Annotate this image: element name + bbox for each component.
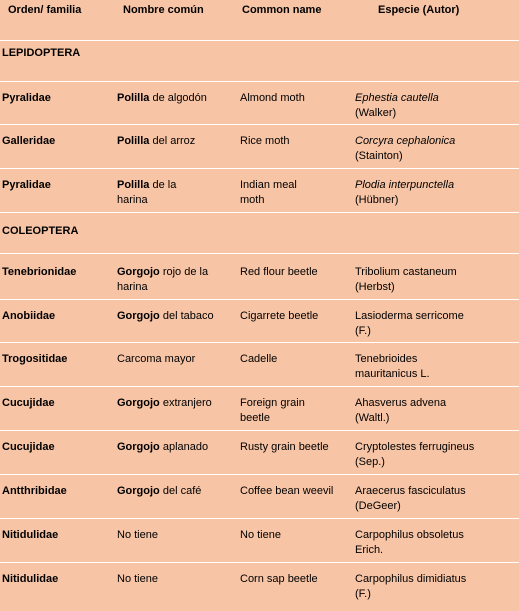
nombre-cell: [117, 91, 233, 106]
common-line2: beetle: [240, 412, 270, 424]
nombre-rest: de algodón: [149, 92, 207, 104]
species-cell: [355, 572, 515, 602]
nombre-bold: Polilla: [117, 92, 150, 104]
table-row: [0, 431, 519, 475]
common-cell: Coffee bean weevil: [240, 485, 334, 497]
section-label: COLEOPTERA: [2, 225, 79, 237]
familia-cell: Pyralidae: [2, 92, 51, 104]
nombre-cell: No tiene: [117, 573, 158, 585]
common-cell: Cigarrete beetle: [240, 310, 319, 322]
header-common-name: Common name: [242, 4, 322, 16]
species-author: (Hübner): [355, 194, 399, 206]
common-cell: Corn sap beetle: [240, 573, 318, 585]
familia-cell: Tenebrionidae: [2, 266, 77, 278]
common-cell: Rusty grain beetle: [240, 441, 329, 453]
species-cell: [355, 440, 515, 470]
species-author: (DeGeer): [355, 500, 401, 512]
common-cell: Almond moth: [240, 92, 305, 104]
species-name: Ephestia cautella: [355, 92, 439, 104]
table-row: [0, 169, 519, 213]
common-cell: [240, 178, 350, 208]
species-cell: [355, 352, 515, 382]
common-cell: Cadelle: [240, 353, 278, 365]
nombre-cell: [117, 178, 233, 208]
table-row: [0, 563, 519, 610]
familia-cell: Cucujidae: [2, 441, 55, 453]
table-row: [0, 343, 519, 387]
table-row: [0, 125, 519, 169]
table-row: [0, 300, 519, 343]
species-cell: [355, 309, 515, 339]
table-row: [0, 387, 519, 431]
nombre-rest-line2: harina: [117, 194, 148, 206]
nombre-cell: Carcoma mayor: [117, 353, 196, 365]
common-cell: Rice moth: [240, 135, 290, 147]
table-row: [0, 475, 519, 519]
familia-cell: Nitidulidae: [2, 529, 59, 541]
nombre-rest: extranjero: [159, 397, 212, 409]
nombre-rest: del café: [159, 485, 202, 497]
species-author: (F.): [355, 325, 371, 337]
familia-cell: Pyralidae: [2, 179, 51, 191]
species-name: Tenebrioides: [355, 353, 418, 365]
nombre-rest: de la: [149, 179, 177, 191]
section-row-lepidoptera: [0, 41, 519, 82]
common-line1: Foreign grain: [240, 397, 305, 409]
species-name: Cryptolestes ferrugineus: [355, 441, 475, 453]
species-name: Araecerus fasciculatus: [355, 485, 466, 497]
nombre-cell: [117, 484, 233, 499]
table-row: [0, 519, 519, 563]
familia-cell: Nitidulidae: [2, 573, 59, 585]
common-line2: moth: [240, 194, 265, 206]
nombre-bold: Polilla: [117, 135, 150, 147]
species-cell: [355, 178, 515, 208]
header-orden-familia: Orden/ familia: [8, 4, 82, 16]
species-cell: [355, 265, 515, 295]
nombre-rest: del arroz: [149, 135, 196, 147]
familia-cell: Trogositidae: [2, 353, 68, 365]
species-cell: [355, 396, 515, 426]
nombre-cell: No tiene: [117, 529, 158, 541]
species-cell: [355, 134, 515, 164]
species-author: (Waltl.): [355, 412, 390, 424]
common-cell: No tiene: [240, 529, 281, 541]
nombre-bold: Polilla: [117, 179, 150, 191]
species-author: Erich.: [355, 544, 384, 556]
species-author: mauritanicus L.: [355, 368, 430, 380]
common-cell: Red flour beetle: [240, 266, 318, 278]
nombre-bold: Gorgojo: [117, 441, 160, 453]
nombre-rest: rojo de la: [159, 266, 209, 278]
table-row: [0, 82, 519, 125]
familia-cell: Cucujidae: [2, 397, 55, 409]
section-label: LEPIDOPTERA: [2, 47, 81, 59]
nombre-bold: Gorgojo: [117, 397, 160, 409]
nombre-rest-line2: harina: [117, 281, 148, 293]
nombre-cell: [117, 265, 233, 295]
species-name: Lasioderma serricome: [355, 310, 464, 322]
common-line1: Indian meal: [240, 179, 297, 191]
nombre-rest: aplanado: [159, 441, 209, 453]
species-author: (Walker): [355, 107, 397, 119]
species-name: Ahasverus advena: [355, 397, 447, 409]
species-name: Corcyra cephalonica: [355, 135, 456, 147]
nombre-cell: [117, 309, 233, 324]
nombre-bold: Gorgojo: [117, 266, 160, 278]
species-name: Plodia interpunctella: [355, 179, 455, 191]
species-author: (Herbst): [355, 281, 395, 293]
familia-cell: Anobiidae: [2, 310, 56, 322]
table-header: [0, 0, 519, 41]
nombre-cell: [117, 440, 233, 455]
table-row: [0, 256, 519, 300]
familia-cell: Antthribidae: [2, 485, 67, 497]
nombre-rest: del tabaco: [159, 310, 214, 322]
common-cell: [240, 396, 350, 426]
nombre-bold: Gorgojo: [117, 485, 160, 497]
species-cell: [355, 528, 515, 558]
species-name: Carpophilus obsoletus: [355, 529, 464, 541]
header-nombre-comun: Nombre común: [123, 4, 204, 16]
species-name: Carpophilus dimidiatus: [355, 573, 467, 585]
familia-cell: Galleridae: [2, 135, 56, 147]
species-author: (Sep.): [355, 456, 385, 468]
nombre-cell: [117, 134, 233, 149]
species-cell: [355, 484, 515, 514]
species-cell: [355, 91, 515, 121]
nombre-cell: [117, 396, 233, 411]
section-row-coleoptera: [0, 213, 519, 254]
species-author: (F.): [355, 588, 371, 600]
species-author: (Stainton): [355, 150, 403, 162]
species-name: Tribolium castaneum: [355, 266, 457, 278]
header-especie-autor: Especie (Autor): [378, 4, 460, 16]
nombre-bold: Gorgojo: [117, 310, 160, 322]
